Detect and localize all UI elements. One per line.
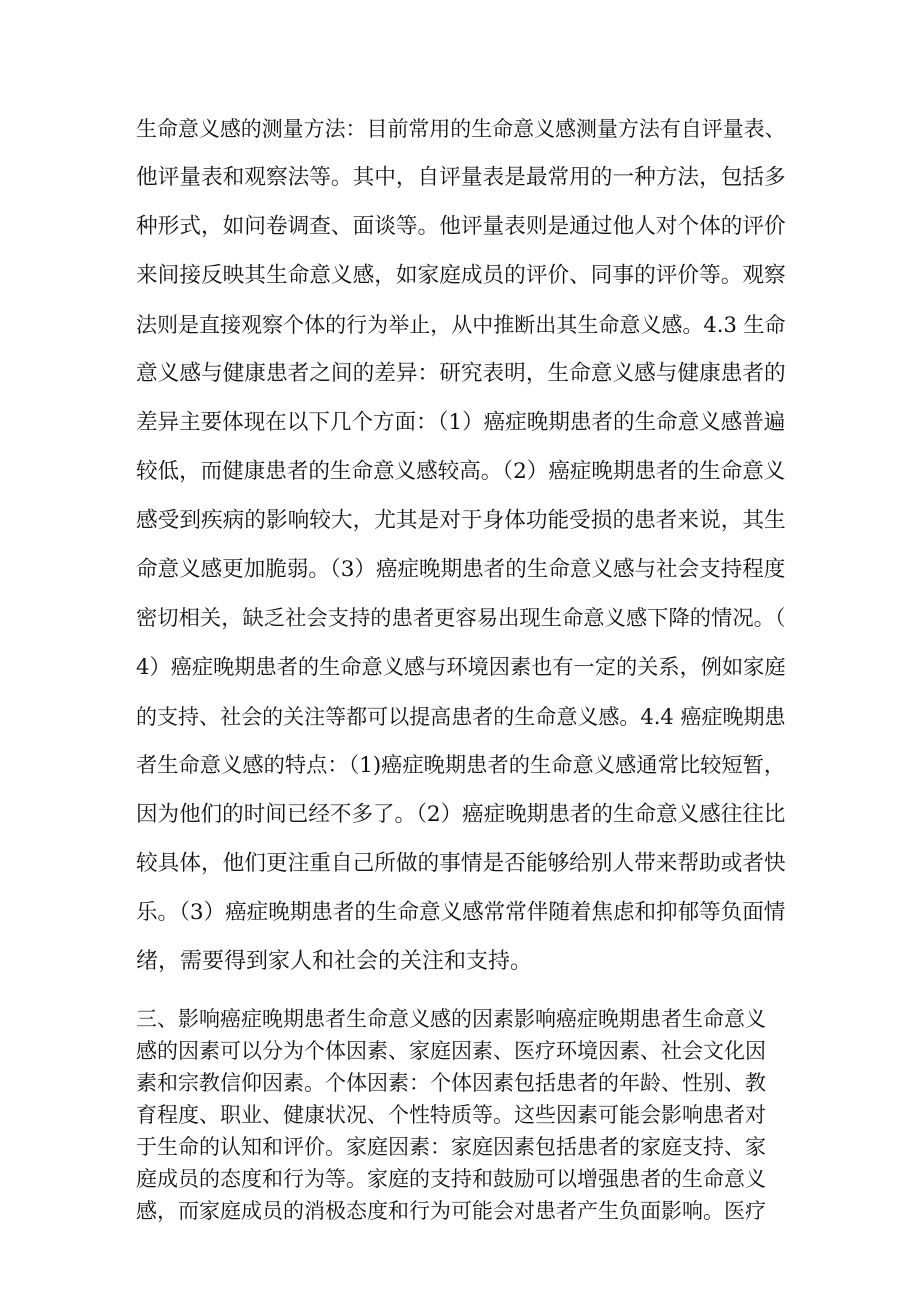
text-line: 意义感与健康患者之间的差异：研究表明，生命意义感与健康患者的 xyxy=(136,361,786,386)
text-line: 来间接反映其生命意义感，如家庭成员的评价、同事的评价等。观察 xyxy=(136,263,786,288)
text-line: 的支持、社会的关注等都可以提高患者的生命意义感。4.4 癌症晚期患 xyxy=(136,704,786,729)
text-line: 命意义感更加脆弱。（3）癌症晚期患者的生命意义感与社会支持程度 xyxy=(136,557,786,582)
text-line: 于生命的认知和评价。家庭因素：家庭因素包括患者的家庭支持、家 xyxy=(136,1135,766,1159)
text-line: 乐。（3）癌症晚期患者的生命意义感常常伴随着焦虑和抑郁等负面情 xyxy=(136,900,786,925)
text-line: 三、影响癌症晚期患者生命意义感的因素影响癌症晚期患者生命意义 xyxy=(136,1007,766,1031)
text-line: 素和宗教信仰因素。个体因素：个体因素包括患者的年龄、性别、教 xyxy=(136,1071,766,1095)
text-line: 者生命意义感的特点：（1)癌症晚期患者的生命意义感通常比较短暂， xyxy=(136,753,786,778)
text-line: 差异主要体现在以下几个方面：（1）癌症晚期患者的生命意义感普遍 xyxy=(136,410,786,435)
text-line: 感受到疾病的影响较大，尤其是对于身体功能受损的患者来说，其生 xyxy=(136,508,786,533)
text-line: 较低，而健康患者的生命意义感较高。（2）癌症晚期患者的生命意义 xyxy=(136,459,786,484)
text-line: 育程度、职业、健康状况、个性特质等。这些因素可能会影响患者对 xyxy=(136,1103,766,1127)
text-line: 庭成员的态度和行为等。家庭的支持和鼓励可以增强患者的生命意义 xyxy=(136,1167,766,1191)
text-line: 密切相关，缺乏社会支持的患者更容易出现生命意义感下降的情况。（ xyxy=(136,606,786,631)
text-line: 感的因素可以分为个体因素、家庭因素、医疗环境因素、社会文化因 xyxy=(136,1039,766,1063)
text-line: 绪，需要得到家人和社会的关注和支持。 xyxy=(136,949,533,974)
text-line: 法则是直接观察个体的行为举止，从中推断出其生命意义感。4.3 生命 xyxy=(136,312,786,337)
text-line: 他评量表和观察法等。其中，自评量表是最常用的一种方法，包括多 xyxy=(136,165,786,190)
text-line: 因为他们的时间已经不多了。（2）癌症晚期患者的生命意义感往往比 xyxy=(136,802,786,827)
text-line: 种形式，如问卷调查、面谈等。他评量表则是通过他人对个体的评价 xyxy=(136,214,786,239)
text-line: 感，而家庭成员的消极态度和行为可能会对患者产生负面影响。医疗 xyxy=(136,1199,766,1223)
text-line: 生命意义感的测量方法：目前常用的生命意义感测量方法有自评量表、 xyxy=(136,117,786,141)
text-line: 较具体，他们更注重自己所做的事情是否能够给别人带来帮助或者快 xyxy=(136,851,786,876)
text-line: 4）癌症晚期患者的生命意义感与环境因素也有一定的关系，例如家庭 xyxy=(136,655,786,680)
